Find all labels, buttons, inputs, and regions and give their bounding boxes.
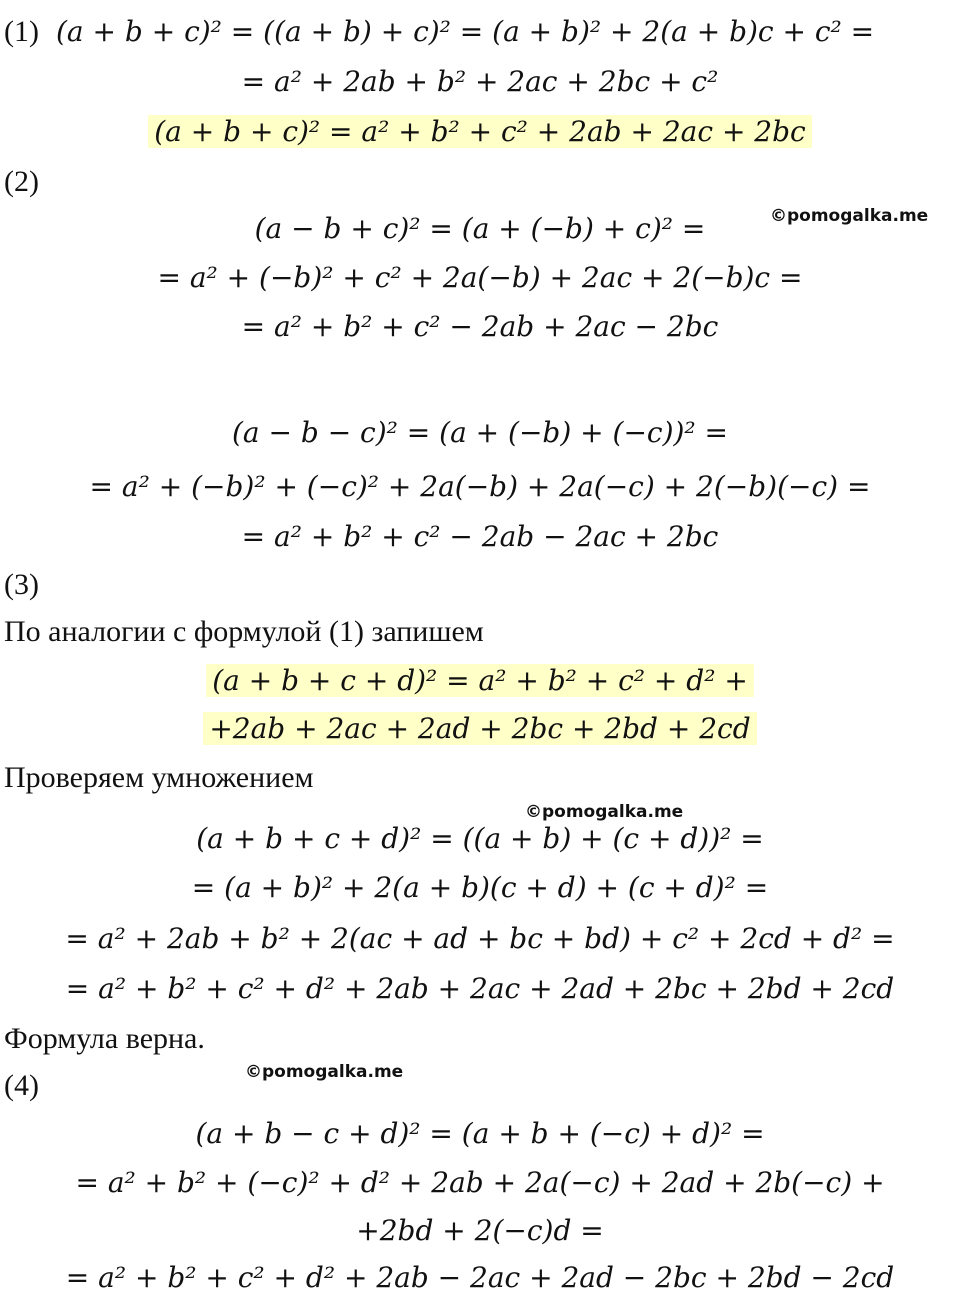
- part3-result-wrap-2: [0, 707, 960, 751]
- part3-conclusion: Формула верна.: [4, 1022, 205, 1055]
- watermark-1: ©pomogalka.me: [770, 206, 929, 226]
- part4-line2: = a² + b² + (−c)² + d² + 2ab + 2a(−c) + 2ad + 2b(−c) +: [75, 1166, 885, 1199]
- part4-line3: +2bd + 2(−c)d =: [356, 1214, 604, 1247]
- part4-label: (4): [4, 1069, 39, 1102]
- part1-result-wrap: [0, 110, 960, 154]
- part2-eqB-line2: = a² + (−b)² + (−c)² + 2a(−b) + 2a(−c) + 2(−b)(−c) =: [89, 470, 871, 503]
- part1-label: (1): [4, 15, 39, 48]
- part3-check-line4: = a² + b² + c² + d² + 2ab + 2ac + 2ad + 2bc + 2bd + 2cd: [65, 972, 895, 1005]
- part3-check-line3: = a² + 2ab + b² + 2(ac + ad + bc + bd) + c² + 2cd + d² =: [65, 922, 895, 955]
- part3-label: (3): [4, 568, 39, 601]
- part1-line2: = a² + 2ab + b² + 2ac + 2bc + c²: [241, 65, 719, 98]
- part4-line1: (a + b − c + d)² = (a + b + (−c) + d)² =: [195, 1117, 765, 1150]
- watermark-3: ©pomogalka.me: [245, 1062, 404, 1082]
- part3-result-highlight-2: +2ab + 2ac + 2ad + 2bc + 2bd + 2cd: [203, 712, 756, 745]
- part3-check-line1: (a + b + c + d)² = ((a + b) + (c + d))² =: [196, 822, 764, 855]
- part2-eqB-line1: (a − b − c)² = (a + (−b) + (−c))² =: [231, 416, 729, 449]
- part3-check-line2: = (a + b)² + 2(a + b)(c + d) + (c + d)² =: [191, 871, 769, 904]
- part2-eqA-line1: (a − b + c)² = (a + (−b) + c)² =: [254, 212, 706, 245]
- part2-eqA-line3: = a² + b² + c² − 2ab + 2ac − 2bc: [241, 310, 719, 343]
- part2-eqA-line2: = a² + (−b)² + c² + 2a(−b) + 2ac + 2(−b)c =: [157, 261, 803, 294]
- part3-result-highlight-1: (a + b + c + d)² = a² + b² + c² + d² +: [206, 664, 754, 697]
- part1-line1: (a + b + c)² = ((a + b) + c)² = (a + b)² + 2(a + b)c + c² =: [56, 15, 875, 48]
- part3-result-wrap-1: [0, 659, 960, 703]
- part3-intro: По аналогии с формулой (1) запишем: [4, 615, 484, 648]
- part3-check-intro: Проверяем умножением: [4, 761, 314, 794]
- part1-result-highlight: (a + b + c)² = a² + b² + c² + 2ab + 2ac + 2bc: [148, 115, 811, 148]
- part2-label: (2): [4, 165, 39, 198]
- part2-eqB-line3: = a² + b² + c² − 2ab − 2ac + 2bc: [241, 520, 719, 553]
- part4-line4: = a² + b² + c² + d² + 2ab − 2ac + 2ad − 2bc + 2bd − 2cd: [65, 1261, 895, 1294]
- watermark-2: ©pomogalka.me: [525, 802, 684, 822]
